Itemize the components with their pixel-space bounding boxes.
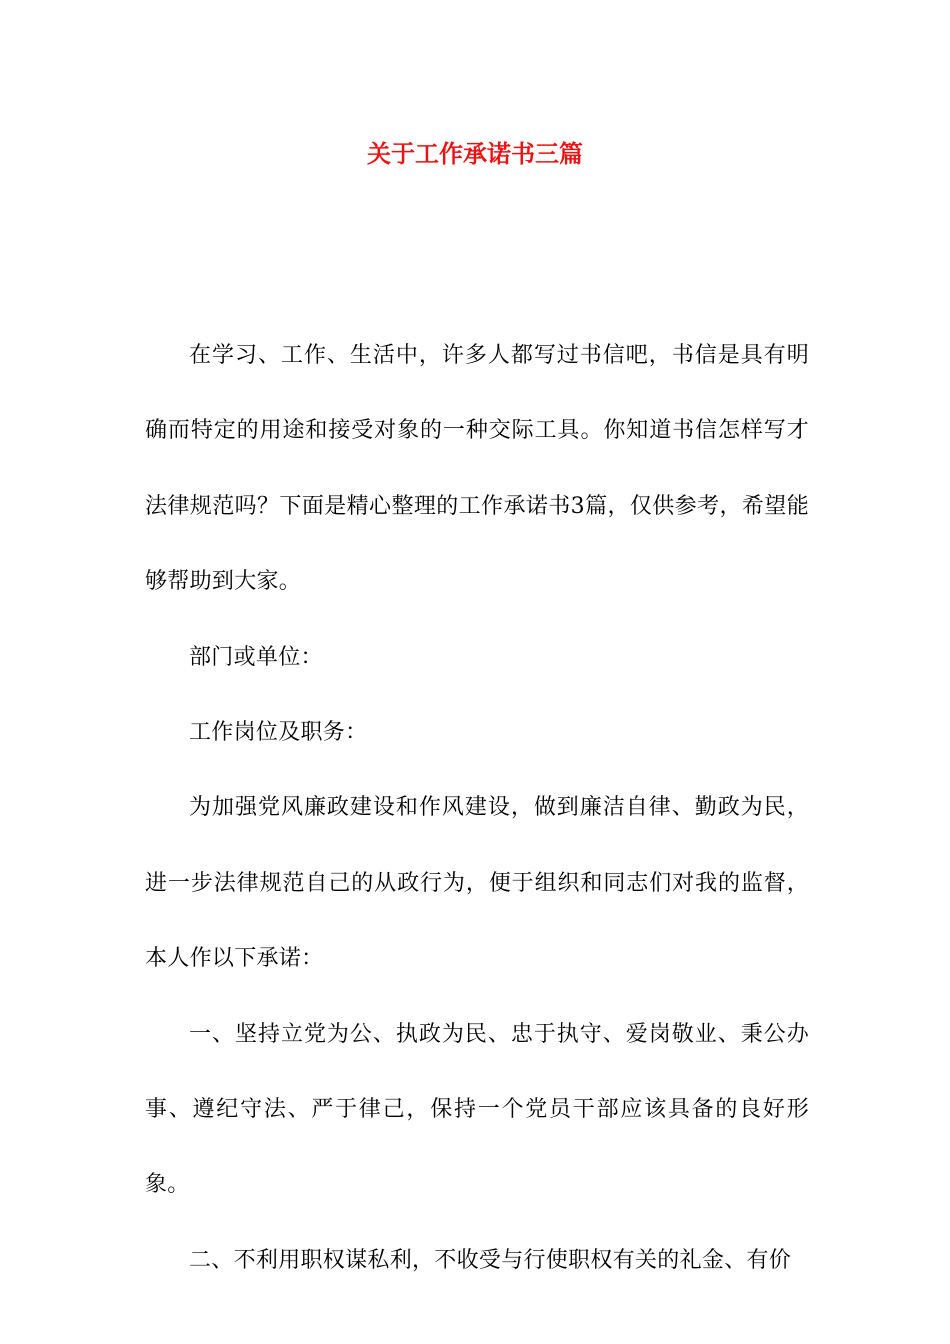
paragraph-preamble: 为加强党风廉政建设和作风建设，做到廉洁自律、勤政为民，进一步法律规范自己的从政行为，便于组织和同志们对我的监督，本人作以下承诺：: [145, 795, 809, 972]
paragraph-commitment-1: 一、坚持立党为公、执政为民、忠于执守、爱岗敬业、秉公办事、遵纪守法、严于律己，保持一个党员干部应该具备的良好形象。: [145, 1021, 809, 1198]
document-title: 关于工作承诺书三篇: [367, 140, 583, 168]
paragraph-commitment-2: 二、不利用职权谋私利，不收受与行使职权有关的礼金、有价: [189, 1247, 792, 1273]
document-body: [145, 318, 809, 1298]
paragraph-position: 工作岗位及职务：: [189, 720, 368, 746]
paragraph-department: 部门或单位：: [189, 644, 323, 670]
paragraph-intro: 在学习、工作、生活中，许多人都写过书信吧，书信是具有明确而特定的用途和接受对象的一种交际工具。你知道书信怎样写才法律规范吗？下面是精心整理的工作承诺书3篇，仅供参考，希望能够帮助到大家。: [145, 343, 809, 595]
